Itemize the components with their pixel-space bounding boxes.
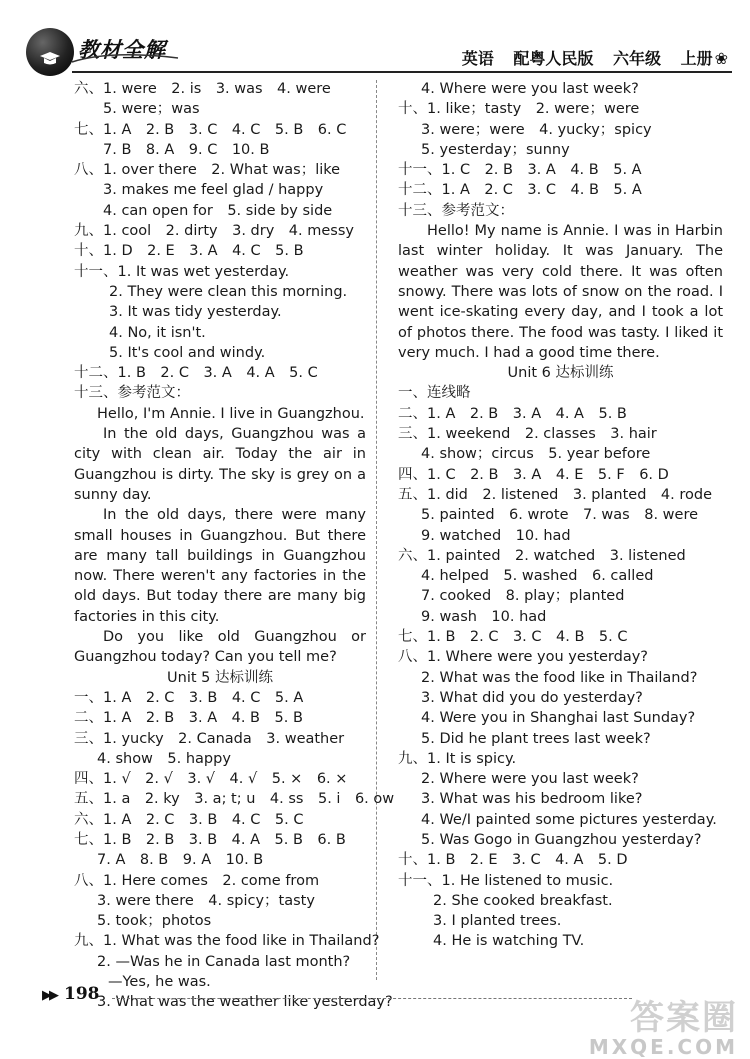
essay-paragraph: Hello! My name is Annie. I was in Harbin last winter holiday. It was January. The weather was very cold there. It was often snowy. There was lots of snow on the road. I went ice-skating every day, and I took a lot of photos there. The food was tasty. I liked it very much. I had a good time there.: [398, 223, 723, 361]
answer-line: 2. They were clean this morning.: [109, 283, 348, 300]
answer-line: 一、1. A 2. C 3. B 4. C 5. A: [74, 689, 304, 706]
answer-line: 六、1. painted 2. watched 3. listened: [398, 547, 686, 564]
page-number: 198: [64, 984, 100, 1004]
answer-line: 4. Were you in Shanghai last Sunday?: [421, 710, 696, 727]
answer-line: 4. can open for 5. side by side: [103, 202, 333, 219]
answer-line: 7. B 8. A 9. C 10. B: [103, 141, 270, 158]
answer-line: 十、1. D 2. E 3. A 4. C 5. B: [74, 243, 304, 260]
grade-label: 六年级: [612, 49, 661, 68]
answer-line: 七、1. B 2. C 3. C 4. B 5. C: [398, 629, 628, 646]
unit-title: Unit 6 达标训练: [507, 365, 614, 382]
answer-line: 7. A 8. B 9. A 10. B: [97, 852, 264, 869]
answer-line: 4. show；circus 5. year before: [421, 446, 651, 463]
answer-line: 3. It was tidy yesterday.: [109, 304, 282, 321]
answer-line: —Yes, he was.: [108, 974, 211, 991]
answer-line: 八、1. Here comes 2. come from: [74, 872, 320, 889]
page-header: [0, 0, 750, 80]
answer-line: 四、1. √ 2. √ 3. √ 4. √ 5. × 6. ×: [74, 771, 348, 788]
answer-line: 4. Where were you last week?: [421, 81, 639, 97]
double-arrow-icon: ▶▶: [42, 988, 56, 1003]
book-info: [448, 46, 728, 69]
answer-line: 八、1. over there 2. What was；like: [74, 162, 341, 179]
answer-line: 八、1. Where were you yesterday?: [398, 649, 649, 666]
answer-line: 六、1. were 2. is 3. was 4. were: [74, 81, 331, 97]
essay-paragraph: Do you like old Guangzhou or Guangzhou today? Can you tell me?: [74, 629, 366, 666]
answer-line: 3. were there 4. spicy；tasty: [97, 892, 315, 909]
answer-line: 3. What was his bedroom like?: [421, 791, 643, 808]
answer-line: 九、1. cool 2. dirty 3. dry 4. messy: [74, 223, 354, 240]
answer-line: 4. He is watching TV.: [433, 933, 585, 950]
essay-paragraph: In the old days, Guangzhou was a city with clean air. Today the air in Guangzhou is dirty. The sky is grey on a sunny day.: [74, 426, 366, 503]
answer-line: 九、1. What was the food like in Thailand?: [74, 933, 380, 950]
essay-paragraph: Hello, I'm Annie. I live in Guangzhou.: [97, 405, 365, 422]
answer-line: 3. What did you do yesterday?: [421, 689, 643, 706]
answer-line: 二、1. A 2. B 3. A 4. A 5. B: [398, 405, 627, 422]
answer-line: 十一、1. C 2. B 3. A 4. B 5. A: [398, 162, 642, 179]
site-watermark: [589, 990, 738, 1059]
answer-line: 七、1. A 2. B 3. C 4. C 5. B 6. C: [74, 121, 347, 138]
flower-icon: ❀: [714, 49, 728, 68]
answer-line: 2. —Was he in Canada last month?: [97, 953, 351, 970]
answer-line: 4. show 5. happy: [97, 750, 231, 767]
answer-line: 四、1. C 2. B 3. A 4. E 5. F 6. D: [398, 466, 669, 483]
answer-line: 5. Did he plant trees last week?: [421, 730, 651, 747]
answer-line: 2. Where were you last week?: [421, 771, 639, 788]
footer-rule: [112, 998, 632, 999]
answer-line: 7. cooked 8. play；planted: [421, 588, 625, 605]
answer-line: 十二、1. A 2. C 3. C 4. B 5. A: [398, 182, 642, 199]
answer-line: 十二、1. B 2. C 3. A 4. A 5. C: [74, 365, 318, 382]
answer-line: 5. took；photos: [97, 913, 212, 930]
answer-line: 3. I planted trees.: [433, 913, 562, 930]
answer-line: 七、1. B 2. B 3. B 4. A 5. B 6. B: [74, 831, 346, 848]
answer-line: 5. yesterday；sunny: [421, 141, 570, 158]
answer-line: 9. wash 10. had: [421, 608, 547, 625]
essay-paragraph: In the old days, there were many small houses in Guangzhou. But there are many tall buildings in Guangzhou now. There weren't any factories in the old days. But today there are many big factories in this city.: [74, 507, 366, 625]
answer-line: 4. helped 5. washed 6. called: [421, 568, 654, 585]
answer-line: 十、1. like；tasty 2. were；were: [398, 101, 640, 118]
answer-line: 三、1. yucky 2. Canada 3. weather: [74, 730, 345, 747]
book-logo-icon: [26, 28, 74, 76]
subject-label: 英语: [461, 49, 494, 68]
answer-line: 一、连线略: [398, 385, 471, 402]
volume-label: 上册: [680, 49, 713, 68]
answer-line: 4. No, it isn't.: [109, 324, 206, 341]
answer-line: 5. were；was: [103, 101, 200, 118]
section-heading: 十三、参考范文：: [398, 202, 514, 219]
answer-line: 2. What was the food like in Thailand?: [421, 669, 698, 686]
answer-line: 4. We/I painted some pictures yesterday.: [421, 811, 717, 828]
page-footer: [42, 984, 100, 1004]
answer-line: 2. She cooked breakfast.: [433, 892, 613, 909]
logo-swoosh-icon: [70, 52, 180, 66]
answer-line: 5. painted 6. wrote 7. was 8. were: [421, 507, 699, 524]
answer-line: 5. It's cool and windy.: [109, 344, 266, 361]
answer-line: 二、1. A 2. B 3. A 4. B 5. B: [74, 710, 303, 727]
answer-line: 六、1. A 2. C 3. B 4. C 5. C: [74, 811, 304, 828]
edition-label: 配粤人民版: [513, 49, 594, 68]
answer-line: 五、1. a 2. ky 3. a; t; u 4. ss 5. i 6. ow: [74, 791, 395, 808]
answer-line: 9. watched 10. had: [421, 527, 571, 544]
book-series-logo: 教材全解: [78, 37, 166, 62]
right-column: [398, 79, 723, 952]
header-rule: [72, 71, 732, 73]
answer-line: 3. What was the weather like yesterday?: [97, 994, 393, 1011]
unit-title: Unit 5 达标训练: [167, 669, 273, 686]
answer-line: 十一、1. It was wet yesterday.: [74, 263, 290, 280]
answer-line: 五、1. did 2. listened 3. planted 4. rode: [398, 486, 713, 503]
column-divider: [376, 80, 377, 980]
watermark-logo-text: 答案圈: [630, 998, 738, 1038]
answer-line: 三、1. weekend 2. classes 3. hair: [398, 426, 657, 443]
section-heading: 十三、参考范文：: [74, 385, 190, 402]
watermark-url: MXQE.COM: [588, 1035, 738, 1059]
answer-line: 3. makes me feel glad / happy: [103, 182, 324, 199]
answer-line: 十一、1. He listened to music.: [398, 872, 614, 889]
answer-line: 十、1. B 2. E 3. C 4. A 5. D: [398, 852, 628, 869]
answer-line: 九、1. It is spicy.: [398, 750, 517, 767]
answer-line: 3. were；were 4. yucky；spicy: [421, 121, 652, 138]
left-column: [74, 79, 395, 1013]
answer-line: 5. Was Gogo in Guangzhou yesterday?: [421, 831, 702, 848]
